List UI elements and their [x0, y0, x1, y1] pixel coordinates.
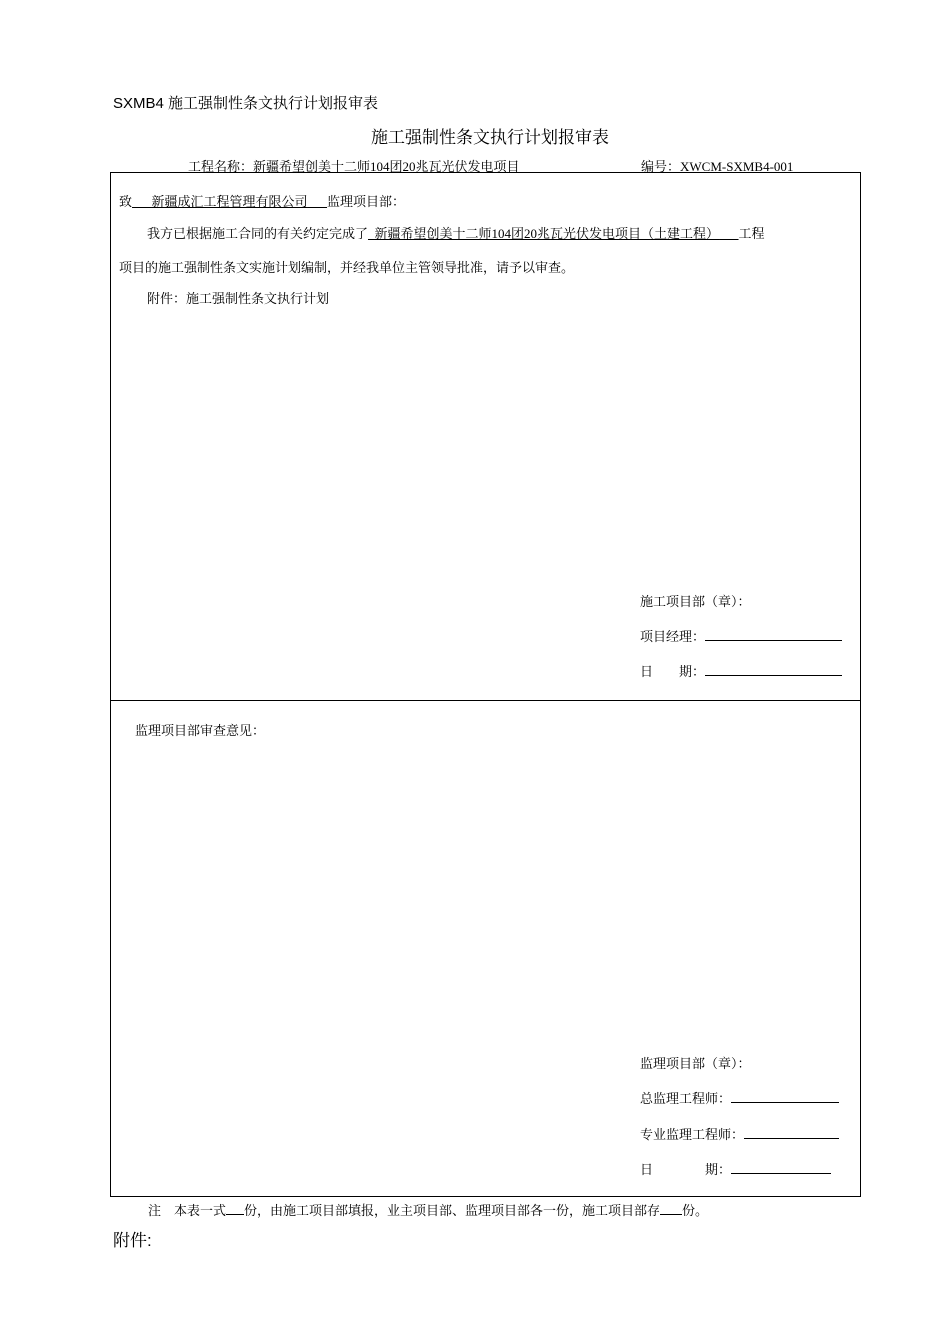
project-manager-field[interactable] [705, 627, 842, 641]
project-name: 工程名称：新疆希望创美十二师104团20兆瓦光伏发电项目 [188, 159, 520, 174]
addressee-suffix: 监理项目部： [327, 194, 406, 209]
footer-note: 注 本表一式 份，由施工项目部填报，业主项目部、监理项目部各一份，施工项目部存 份。 [148, 1203, 709, 1218]
contractor-date-line: 日 期： [640, 661, 842, 680]
addressee-company: 新疆成汇工程管理有限公司 [151, 194, 308, 209]
review-opinion-label: 监理项目部审查意见： [135, 723, 266, 738]
attachment-line: 附件：施工强制性条文执行计划 [147, 291, 330, 306]
section-divider [111, 700, 860, 701]
supervisor-date-field[interactable] [731, 1160, 831, 1174]
form-table [110, 172, 861, 1197]
chief-engineer-field[interactable] [731, 1089, 839, 1103]
attachment-heading: 附件: [113, 1231, 152, 1250]
copies-field[interactable] [226, 1201, 244, 1215]
contractor-seal-label: 施工项目部（章）： [640, 594, 751, 609]
body-line-1: 我方已根据施工合同的有关约定完成了 新疆希望创美十二师104团20兆瓦光伏发电项目（土建工程） 工程 [147, 226, 765, 241]
chief-engineer-line: 总监理工程师： [640, 1088, 839, 1107]
addressee-line [119, 191, 405, 210]
addressee-prefix: 致 [119, 194, 133, 209]
body-line-2: 项目的施工强制性条文实施计划编制，并经我单位主管领导批准，请予以审查。 [119, 260, 575, 275]
form-number: 编号：XWCM-SXMB4-001 [641, 159, 794, 174]
supervisor-seal-label: 监理项目部（章）： [640, 1056, 751, 1071]
form-code-title: SXMB4 施工强制性条文执行计划报审表 [113, 95, 379, 112]
specialist-engineer-line: 专业监理工程师： [640, 1124, 839, 1143]
specialist-engineer-field[interactable] [744, 1125, 839, 1139]
body-project-name: 新疆希望创美十二师104团20兆瓦光伏发电项目（土建工程） [374, 226, 720, 241]
contractor-date-field[interactable] [705, 662, 842, 676]
page-title: 施工强制性条文执行计划报审表 [371, 128, 609, 147]
supervisor-date-line: 日 期： [640, 1159, 831, 1178]
project-manager-line: 项目经理： [640, 626, 842, 645]
retained-copies-field[interactable] [660, 1201, 682, 1215]
